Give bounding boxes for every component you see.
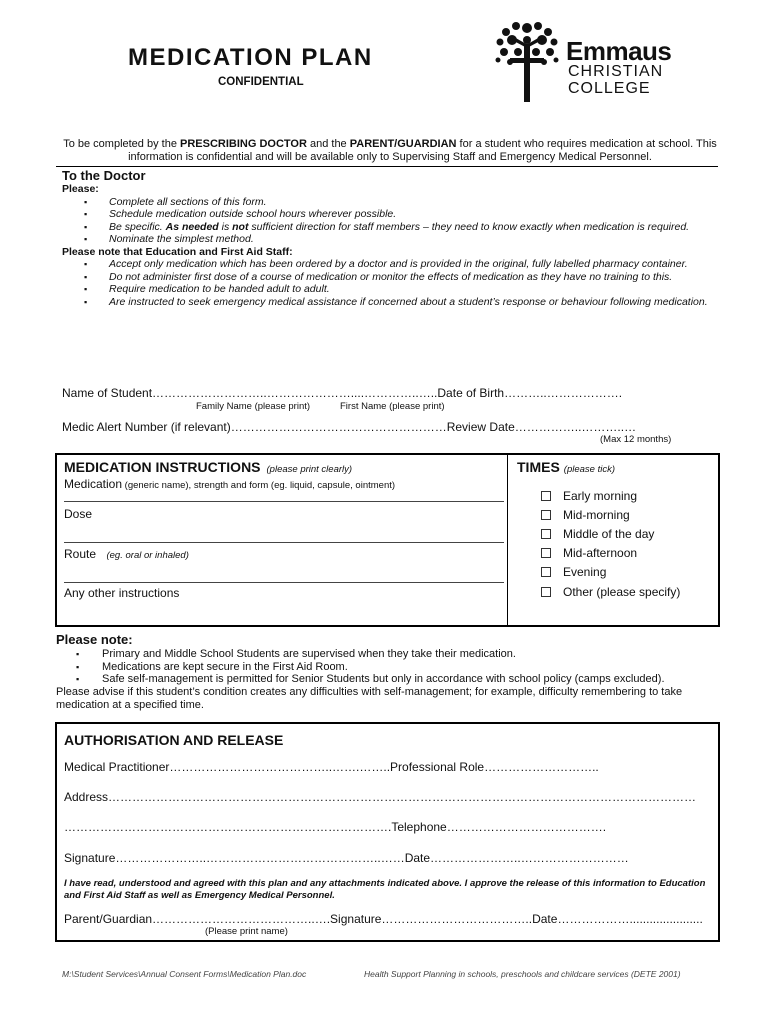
confidential-label: CONFIDENTIAL — [218, 76, 304, 88]
not-text: not — [232, 220, 249, 233]
checkbox-icon[interactable] — [541, 529, 551, 539]
specific-text-1: Be specific. — [109, 220, 166, 233]
intro-parent-guardian: PARENT/GUARDIAN — [349, 138, 457, 150]
time-option-label: Mid-morning — [563, 507, 630, 522]
intro-text-2: and the — [306, 138, 350, 150]
time-option-mid-afternoon[interactable] — [541, 544, 680, 563]
print-name-caption: (Please print name) — [205, 926, 288, 937]
time-option-label: Mid-afternoon — [563, 546, 638, 561]
med-title-note: (please print clearly) — [266, 464, 353, 475]
other-instructions-label: Any other instructions — [64, 586, 180, 600]
specific-text-2: is — [218, 220, 233, 233]
logo-name-emmaus: Emmaus — [566, 36, 672, 66]
college-logo — [492, 18, 692, 102]
dose-label: Dose — [64, 507, 93, 521]
time-option-label: Early morning — [563, 488, 638, 503]
medic-alert-field[interactable]: Medic Alert Number (if relevant)………………………………………………Review Date……………..………..… — [62, 420, 637, 434]
column-divider — [507, 455, 508, 625]
family-name-caption: Family Name (please print) — [196, 401, 311, 412]
max-months-caption: (Max 12 months) — [600, 434, 672, 445]
please-note-list — [56, 648, 720, 686]
practitioner-signature-field[interactable]: Signature…………………..……………………………………..……Date…………………..……………………… — [64, 851, 629, 865]
telephone-field[interactable]: ……………………………………………………………………….Telephone…………………………………. — [64, 820, 607, 834]
please-note-advice: Please advise if this student’s condition creates any difficulties with self-management; for example, difficulty remembering to take medication at a specified time. — [56, 686, 683, 711]
intro-text-1: To be completed by the — [63, 138, 180, 150]
medication-input-line[interactable] — [64, 501, 504, 502]
dose-input-line[interactable] — [64, 542, 504, 543]
time-option-evening[interactable] — [541, 563, 680, 582]
checkbox-icon[interactable] — [541, 548, 551, 558]
medication-instructions-title — [64, 459, 504, 475]
staff-note-label: Please note that Education and First Aid Staff: — [62, 245, 293, 258]
list-item: ▪ Accept only medication which has been ordered by a doctor and is provided in the original, fully labelled pharmacy container. — [62, 258, 722, 271]
parent-guardian-field[interactable]: Parent/Guardian…………………………………..….Signature………………………………..Date………………...................... — [64, 912, 703, 926]
section-divider — [56, 166, 718, 167]
time-option-label: Other (please specify) — [563, 584, 681, 599]
intro-text-3: for a student who requires medication at school. This information is confidential and will be available only to Supervising Staff and Emergency Medical Personnel. — [128, 138, 717, 163]
please-list — [62, 196, 722, 246]
authorisation-title: AUTHORISATION AND RELEASE — [64, 732, 284, 748]
times-title — [517, 459, 615, 475]
page-title: MEDICATION PLAN — [128, 44, 373, 71]
list-item: ▪ Nominate the simplest method. — [62, 233, 722, 246]
checkbox-icon[interactable] — [541, 587, 551, 597]
times-title-text: TIMES — [517, 459, 560, 475]
times-options — [541, 486, 680, 601]
checkbox-icon[interactable] — [541, 510, 551, 520]
time-option-early-morning[interactable] — [541, 486, 680, 505]
route-note: (eg. oral or inhaled) — [106, 550, 189, 561]
logo-name-christian: CHRISTIAN — [568, 63, 664, 80]
file-path-footer: M:\Student Services\Annual Consent Forms\Medication Plan.doc — [62, 969, 307, 979]
list-item — [62, 221, 722, 234]
time-option-label: Middle of the day — [563, 526, 655, 541]
list-item: ▪ Primary and Middle School Students are supervised when they take their medication. — [56, 648, 720, 661]
route-label-row — [64, 545, 504, 563]
list-item: ▪ Safe self-management is permitted for Senior Students but only in accordance with school policy (camps excluded). — [56, 673, 720, 686]
medication-note: (generic name), strength and form (eg. liquid, capsule, ointment) — [122, 480, 396, 491]
acknowledgement-text: I have read, understood and agreed with this plan and any attachments indicated above. I approve the release of this information to Education and First Aid Staff as well as Emergency Medical Personnel. — [64, 878, 706, 901]
list-item: ▪ Complete all sections of this form. — [62, 196, 722, 209]
checkbox-icon[interactable] — [541, 567, 551, 577]
logo-name-college: COLLEGE — [568, 80, 651, 97]
med-title-text: MEDICATION INSTRUCTIONS — [64, 459, 261, 475]
list-item: ▪ Require medication to be handed adult to adult. — [62, 283, 722, 296]
route-label: Route — [64, 547, 97, 561]
time-option-other[interactable] — [541, 582, 680, 601]
list-item: ▪ Are instructed to seek emergency medical assistance if concerned about a student’s response or behaviour following medication. — [62, 296, 722, 309]
route-input-line[interactable] — [64, 582, 504, 583]
student-name-field[interactable]: Name of Student………………………..…………………....…………..…..Date of Birth………..………………. — [62, 386, 623, 400]
intro-paragraph — [60, 138, 720, 164]
first-name-caption: First Name (please print) — [340, 401, 445, 412]
doctor-heading: To the Doctor — [62, 168, 146, 183]
medical-practitioner-field[interactable]: Medical Practitioner…………………………………..…….……..Professional Role……………………….. — [64, 760, 599, 774]
medication-instructions-box — [55, 453, 720, 627]
staff-list — [62, 258, 722, 308]
list-item: ▪ Do not administer first dose of a course of medication or monitor the effects of medication as they have no training to this. — [62, 271, 722, 284]
authorisation-box — [55, 722, 720, 942]
time-option-middle-of-day[interactable] — [541, 524, 680, 543]
source-footer: Health Support Planning in schools, preschools and childcare services (DETE 2001) — [364, 969, 681, 979]
medication-label: Medication — [64, 477, 123, 491]
address-field[interactable]: Address………………………………………………………………………………………………………………………………… — [64, 790, 697, 804]
tree-logo-icon — [492, 18, 562, 102]
time-option-label: Evening — [563, 565, 607, 580]
list-item: ▪ Medications are kept secure in the First Aid Room. — [56, 661, 720, 674]
specific-text-3: sufficient direction for staff members – they need to know exactly when medication is required. — [248, 220, 690, 233]
please-label: Please: — [62, 183, 99, 195]
please-note-heading: Please note: — [56, 632, 133, 647]
checkbox-icon[interactable] — [541, 491, 551, 501]
intro-prescribing-doctor: PRESCRIBING DOCTOR — [180, 138, 307, 150]
medication-label-row — [64, 475, 504, 493]
doctor-instructions — [62, 183, 722, 308]
time-option-mid-morning[interactable] — [541, 505, 680, 524]
list-item: ▪ Schedule medication outside school hours wherever possible. — [62, 208, 722, 221]
times-title-note: (please tick) — [563, 464, 615, 475]
as-needed-text: As needed — [165, 220, 219, 233]
